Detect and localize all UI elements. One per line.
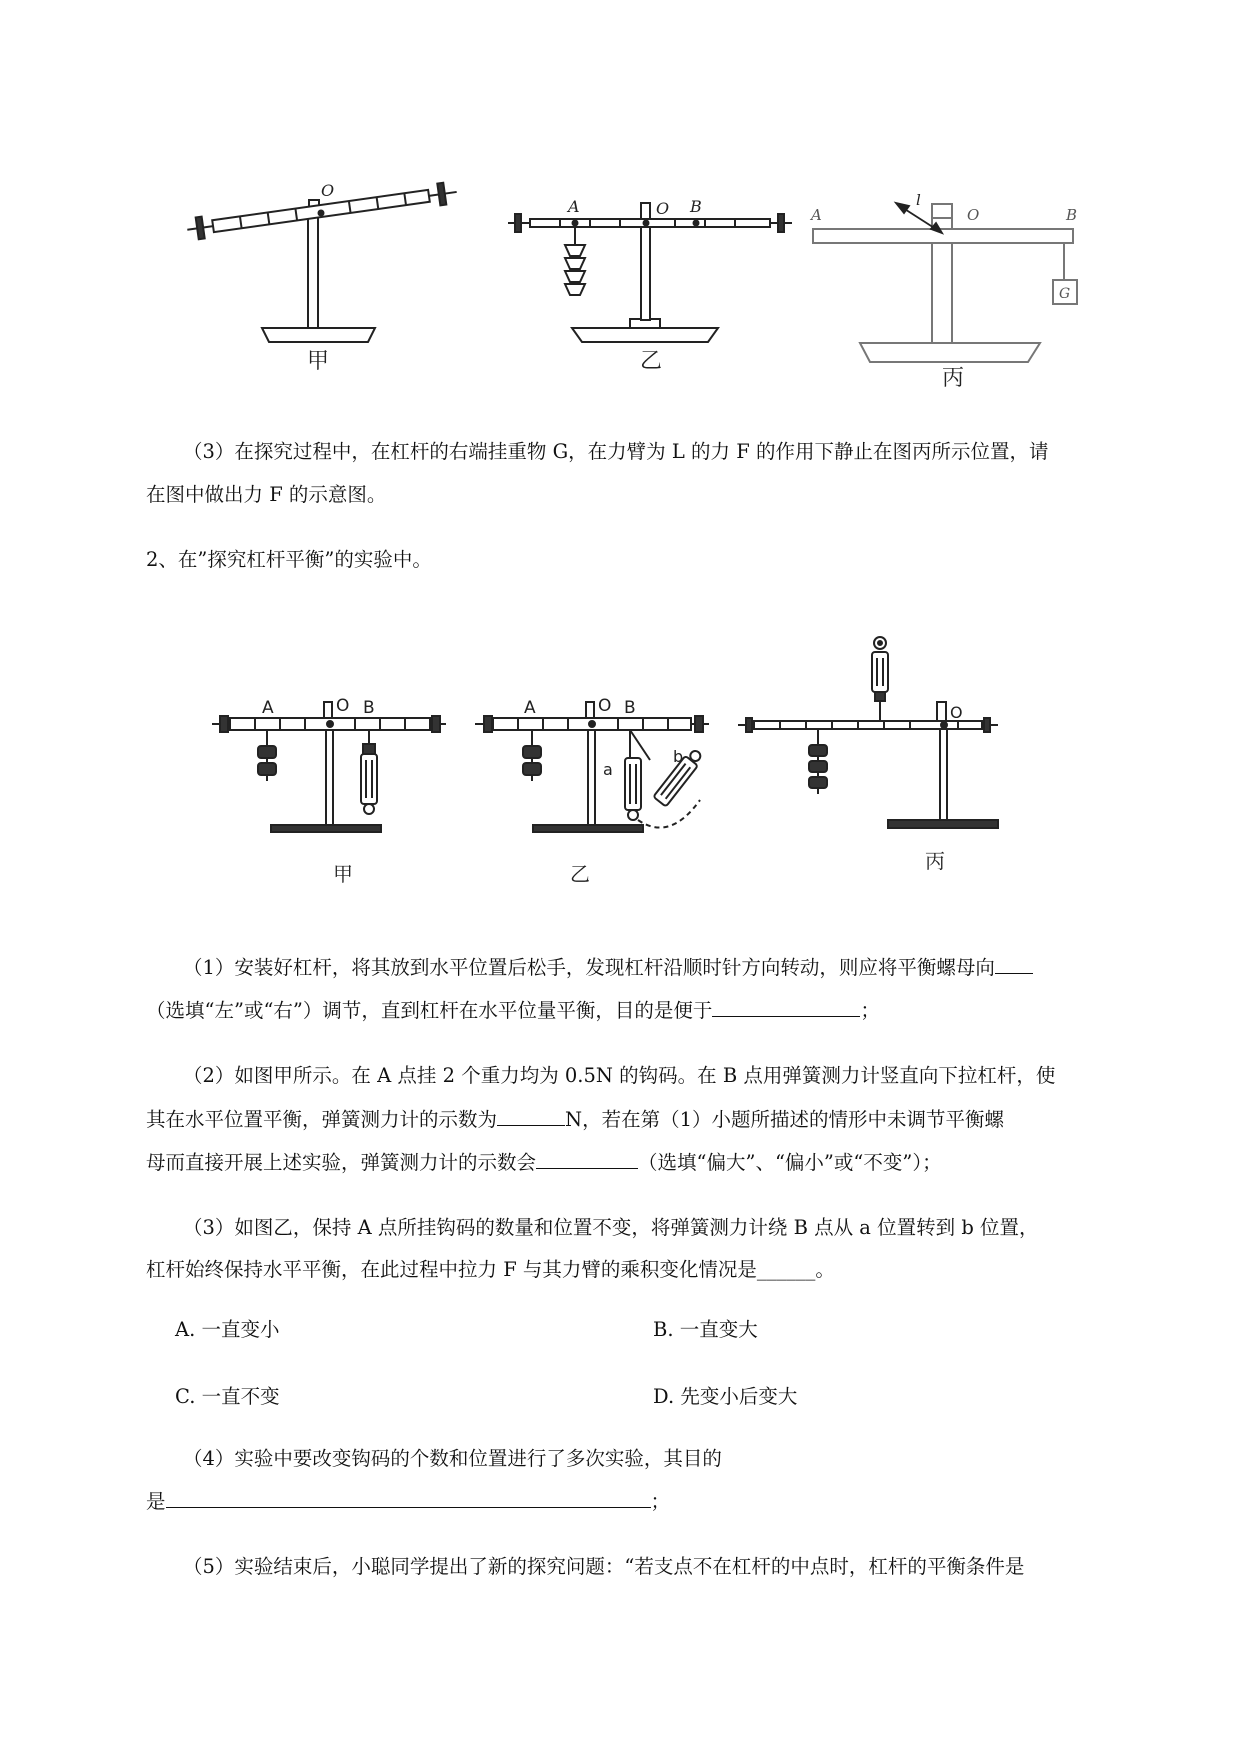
figure1-yi-label-a: A: [568, 197, 580, 216]
q2-part1-line2-text: （选填“左”或“右”）调节，直到杠杆在水平位量平衡，目的是便于: [146, 999, 713, 1022]
q2-part3-option-c[interactable]: C. 一直不变: [175, 1385, 280, 1408]
q2-part2-line1: （2）如图甲所示。在 A 点挂 2 个重力均为 0.5N 的钩码。在 B 点用弹簧测力计竖直向下拉杠杆，使: [183, 1064, 1056, 1087]
figure1-yi-label-o: O: [656, 199, 670, 218]
figure2-jia-caption: 甲: [333, 862, 353, 886]
q2-part1-line1: [183, 955, 1033, 979]
q1-part3-line1: （3）在探究过程中，在杠杆的右端挂重物 G，在力臂为 L 的力 F 的作用下静止在图丙所示位置，请: [183, 440, 1049, 463]
figure1-yi-caption: 乙: [640, 349, 663, 374]
q2-part5-line1: （5）实验结束后，小聪同学提出了新的探究问题：“若支点不在杠杆的中点时，杠杆的平衡条件是: [183, 1555, 1025, 1578]
figure2-bing: [738, 637, 998, 828]
figure1-yi-label-b: B: [690, 197, 702, 216]
q2-part4-blank-purpose[interactable]: [166, 1489, 651, 1508]
figure1-bing-label-o: O: [967, 206, 980, 224]
q2-part3-option-a[interactable]: A. 一直变小: [175, 1318, 280, 1341]
q2-part4-line2-text: 是: [146, 1490, 166, 1513]
figure1-jia-caption: 甲: [307, 349, 330, 374]
figure1-bing-label-a: A: [811, 206, 822, 224]
q2-part1-blank-purpose[interactable]: [712, 998, 860, 1017]
figure2-bing-caption: 丙: [925, 849, 945, 873]
q2-part2-blank-reading[interactable]: [497, 1107, 565, 1126]
q2-part2-blank-change[interactable]: [536, 1150, 638, 1169]
q2-part2-line2-text: 其在水平位置平衡，弹簧测力计的示数为: [146, 1108, 498, 1131]
q2-part3-line1: （3）如图乙，保持 A 点所挂钩码的数量和位置不变，将弹簧测力计绕 B 点从 a 位置转到 b 位置，: [183, 1216, 1039, 1239]
figure1-bing-label-l: l: [916, 191, 921, 209]
figure2-yi-label-a: A: [524, 698, 536, 718]
q2-part3-option-b[interactable]: B. 一直变大: [653, 1318, 758, 1341]
q2-part2-line2: [146, 1107, 1004, 1131]
q2-part2-line3-text: 母而直接开展上述实验，弹簧测力计的示数会: [146, 1151, 537, 1174]
figure2-jia: [212, 702, 446, 832]
figure1-bing-caption: 丙: [942, 366, 965, 391]
figure2-yi: [475, 702, 709, 832]
figure2-yi-pos-a: a: [603, 760, 613, 779]
figure1-bing-label-b: B: [1066, 206, 1078, 224]
q2-part4-line1: （4）实验中要改变钩码的个数和位置进行了多次实验，其目的: [183, 1447, 722, 1470]
q2-part4-line2: [146, 1489, 670, 1513]
q2-part1-line2: [146, 998, 880, 1022]
figure2-bing-label-o: O: [950, 703, 963, 722]
q2-part3-line2: 杠杆始终保持水平平衡，在此过程中拉力 F 与其力臂的乘积变化情况是______。: [146, 1258, 835, 1281]
figure2-yi-pos-b: b: [673, 747, 684, 766]
figure2-jia-label-a: A: [262, 698, 274, 718]
figure2-yi-label-b: B: [624, 698, 636, 718]
q2-part2-line3: [146, 1150, 942, 1174]
q2-title: 2、在”探究杠杆平衡”的实验中。: [146, 548, 432, 571]
figure2-jia-label-b: B: [363, 698, 375, 718]
figure1-jia-pivot-label: O: [321, 181, 335, 200]
q1-part3-line2: 在图中做出力 F 的示意图。: [146, 483, 387, 506]
figure1-bing-weight-label: G: [1059, 286, 1071, 302]
figure2-yi-caption: 乙: [570, 862, 590, 886]
q2-part3-option-d[interactable]: D. 先变小后变大: [653, 1385, 798, 1408]
q2-part2-line3-rest: （选填“偏大”、“偏小”或“不变”）；: [638, 1151, 942, 1174]
q2-part4-line2-end: ；: [650, 1490, 671, 1513]
q2-part1-line2-end: ；: [860, 999, 880, 1022]
figure2-jia-label-o: O: [336, 696, 350, 716]
q2-part1-blank-direction[interactable]: [995, 955, 1033, 974]
q2-part2-line2-rest: N，若在第（1）小题所描述的情形中未调节平衡螺: [565, 1108, 1004, 1131]
q2-part1-line1-text: （1）安装好杠杆，将其放到水平位置后松手，发现杠杆沿顺时针方向转动，则应将平衡螺母向: [183, 956, 995, 979]
figure2-yi-label-o: O: [598, 696, 612, 716]
